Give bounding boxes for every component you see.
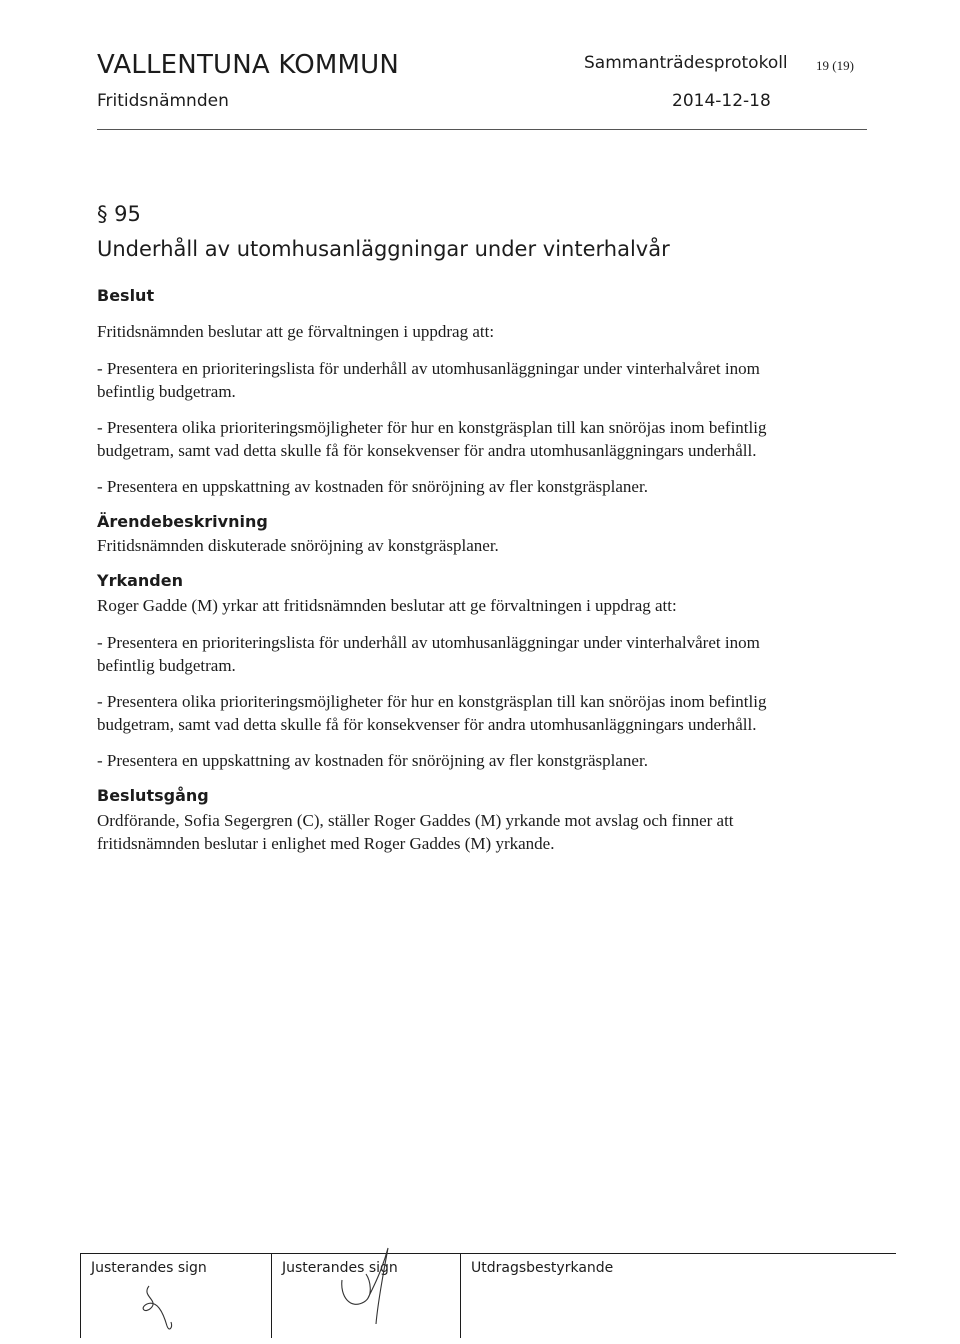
arendebeskrivning-text: Fritidsnämnden diskuterade snöröjning av konstgräsplaner. [97,536,499,555]
section-title: Underhåll av utomhusanläggningar under vinterhalvår [97,237,670,261]
yrkanden-item1-line2: befintlig budgetram. [97,656,236,675]
beslut-item1-line2: befintlig budgetram. [97,382,236,401]
meeting-date: 2014-12-18 [672,91,771,111]
document-type: Sammanträdesprotokoll [584,53,788,73]
heading-beslut: Beslut [97,286,155,305]
yrkanden-item3: - Presentera en uppskattning av kostnaden för snöröjning av fler konstgräsplaner. [97,751,648,770]
handwritten-signature-2 [312,1240,422,1330]
beslut-item3: - Presentera en uppskattning av kostnaden för snöröjning av fler konstgräsplaner. [97,477,648,496]
beslut-item1-line1: - Presentera en prioriteringslista för underhåll av utomhusanläggningar under vinterhalvåret inom [97,359,760,378]
beslutsgang-line1: Ordförande, Sofia Segergren (C), ställer Roger Gaddes (M) yrkande mot avslag och finner att [97,811,734,830]
organization-name: VALLENTUNA KOMMUN [97,50,400,80]
page-number: 19 (19) [816,58,854,73]
yrkanden-item1-line1: - Presentera en prioriteringslista för underhåll av utomhusanläggningar under vinterhalvåret inom [97,633,760,652]
yrkanden-item2-line2: budgetram, samt vad detta skulle få för konsekvenser för andra utomhusanläggningars underhåll. [97,715,757,734]
beslut-intro: Fritidsnämnden beslutar att ge förvaltningen i uppdrag att: [97,322,495,341]
committee-name: Fritidsnämnden [97,91,229,111]
beslut-item2-line2: budgetram, samt vad detta skulle få för konsekvenser för andra utomhusanläggningars underhåll. [97,441,757,460]
handwritten-signature-1 [121,1278,211,1338]
signature-cell-2 [272,1254,461,1339]
heading-arendebeskrivning: Ärendebeskrivning [97,512,268,531]
signature-label-3: Utdragsbestyrkande [471,1260,614,1276]
signature-cell-1 [81,1254,272,1339]
signature-cell-3 [461,1254,897,1339]
heading-beslutsgang: Beslutsgång [97,786,209,805]
yrkanden-intro: Roger Gadde (M) yrkar att fritidsnämnden beslutar att ge förvaltningen i uppdrag att: [97,596,677,615]
beslutsgang-line2: fritidsnämnden beslutar i enlighet med Roger Gaddes (M) yrkande. [97,834,555,853]
signature-label-1: Justerandes sign [91,1260,207,1276]
yrkanden-item2-line1: - Presentera olika prioriteringsmöjligheter för hur en konstgräsplan till kan snöröjas inom befintlig [97,692,767,711]
beslut-item2-line1: - Presentera olika prioriteringsmöjligheter för hur en konstgräsplan till kan snöröjas inom befintlig [97,418,767,437]
signature-label-2: Justerandes sign [282,1260,398,1276]
header-divider [97,129,867,130]
heading-yrkanden: Yrkanden [97,571,183,590]
signature-table [80,1253,896,1338]
paragraph-number: § 95 [97,202,141,226]
